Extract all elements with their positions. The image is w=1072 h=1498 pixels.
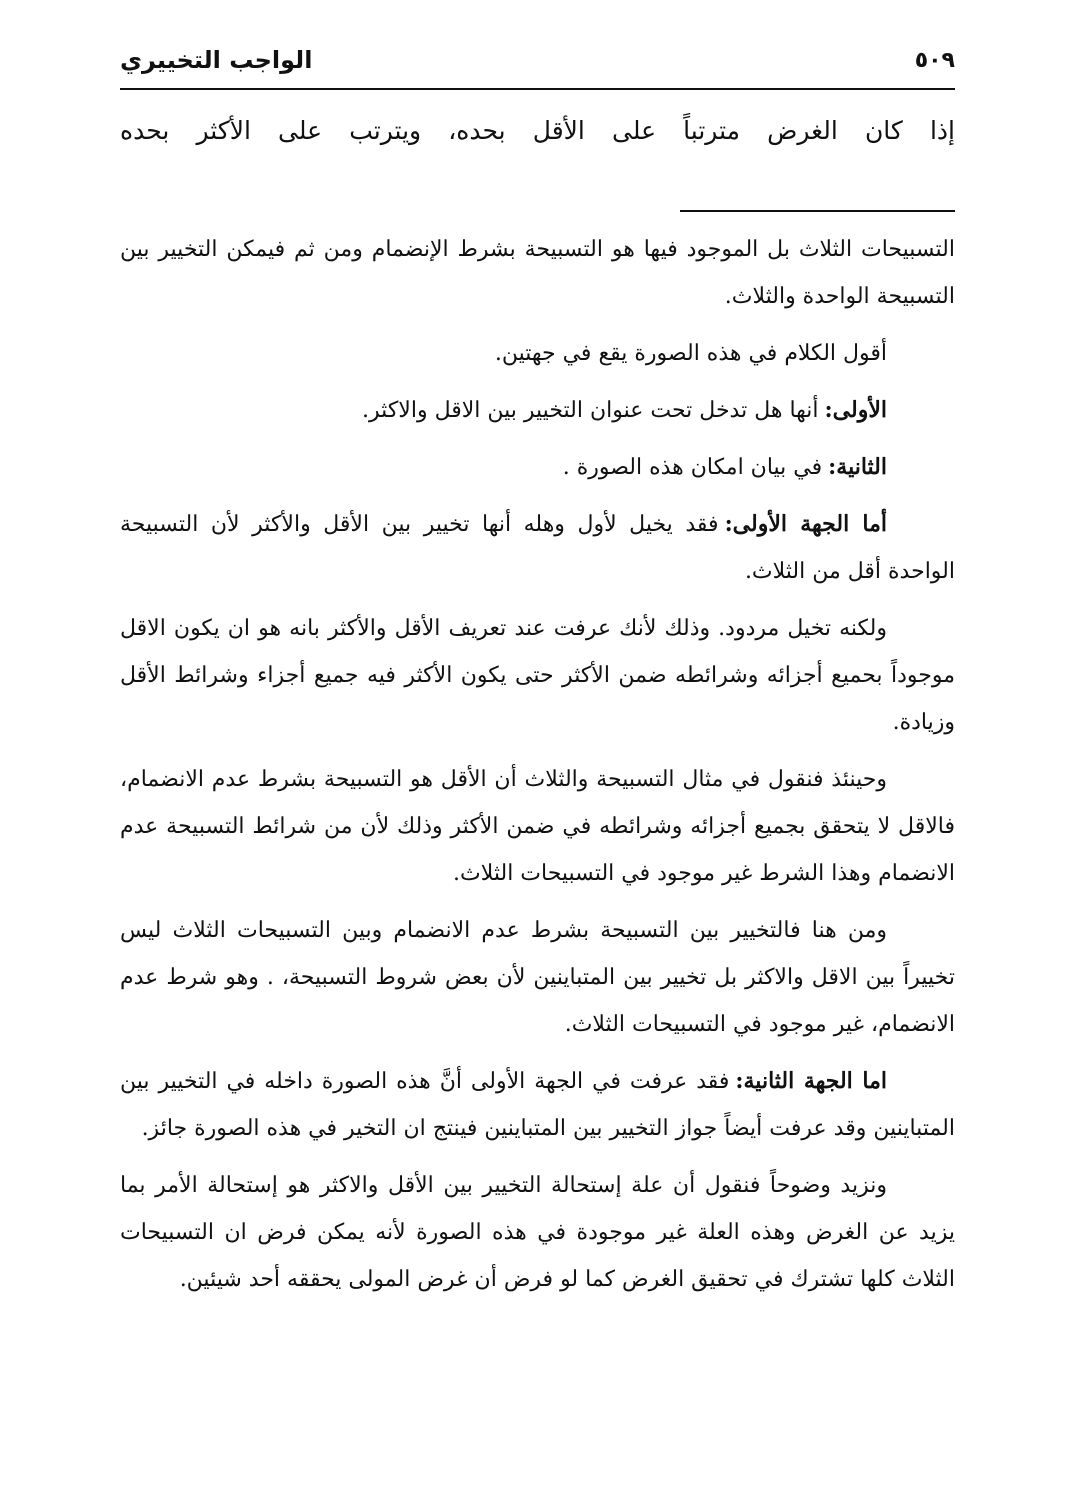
footnote-paragraph-10: ونزيد وضوحاً فنقول أن علة إستحالة التخيير بين الأقل والاكثر هو إستحالة الأمر بما يزيد عن الغرض وهذه العلة غير موجودة في هذه الصورة لأنه يمكن فرض ان التسبيحات الثلاث كلها تشترك في تحقيق الغرض كما لو فرض أن غرض المولى يحققه أحد شيئين.: [120, 1173, 955, 1292]
footnote-section: [120, 226, 955, 1313]
paragraph-text: فقد يخيل لأول وهله أنها تخيير بين الأقل والأكثر لأن التسبيحة الواحدة أقل من الثلاث.: [120, 512, 955, 584]
footnote-paragraph-7: وحينئذ فنقول في مثال التسبيحة والثلاث أن الأقل هو التسبيحة بشرط عدم الانضمام، فالاقل لا يتحقق بجميع أجزائه وشرائطه في ضمن الأكثر وذلك لأن من شرائط التسبيحة عدم الانضمام وهذا الشرط غير موجود في التسبيحات الثلاث.: [120, 767, 955, 886]
footnote-paragraph-8: ومن هنا فالتخيير بين التسبيحة بشرط عدم الانضمام وبين التسبيحات الثلاث ليس تخييراً بين الاقل والاكثر بل تخيير بين المتباينين لأن بعض شروط التسبيحة، . وهو شرط عدم الانضمام، غير موجود في التسبيحات الثلاث.: [120, 918, 955, 1037]
main-text: إذا كان الغرض مترتباً على الأقل بحده، ويترتب على الأكثر بحده: [120, 116, 955, 145]
paragraph-text: فقد عرفت في الجهة الأولى أنَّ هذه الصورة داخله في التخيير بين المتباينين وقد عرفت أيضاً جواز التخيير بين المتباينين فينتج ان التخير في هذه الصورة جائز.: [120, 1069, 955, 1141]
paragraph-label-second-aspect: اما الجهة الثانية:: [735, 1068, 887, 1094]
footnote-paragraph-5: [120, 501, 955, 595]
paragraph-text: أنها هل تدخل تحت عنوان التخيير بين الاقل والاكثر.: [362, 398, 819, 423]
footnote-paragraph-3: [120, 387, 955, 434]
page-number: ٥٠٩: [914, 47, 955, 73]
header-rule: [120, 88, 955, 90]
running-title: الواجب التخييري: [120, 46, 313, 74]
footnote-paragraph-4: [120, 444, 955, 491]
paragraph-label-second: الثانية:: [828, 454, 887, 480]
paragraph-text: في بيان امكان هذه الصورة .: [562, 455, 823, 480]
paragraph-label-first-aspect: أما الجهة الأولى:: [724, 511, 887, 537]
footnote-paragraph-2: أقول الكلام في هذه الصورة يقع في جهتين.: [494, 341, 887, 366]
page-header: [120, 38, 955, 82]
footnote-paragraph-9: [120, 1058, 955, 1152]
paragraph-label-first: الأولى:: [824, 397, 887, 423]
footnote-paragraph-6: ولكنه تخيل مردود. وذلك لأنك عرفت عند تعريف الأقل والأكثر بانه هو ان يكون الاقل موجوداً بحميع أجزائه وشرائطه ضمن الأكثر حتى يكون الأكثر فيه جميع أجزاء وشرائط الأقل وزيادة.: [120, 616, 956, 735]
footnote-separator: [680, 210, 955, 212]
footnote-paragraph-1: التسبيحات الثلاث بل الموجود فيها هو التسبيحة بشرط الإنضمام ومن ثم فيمكن التخيير بين التسبيحة الواحدة والثلاث.: [120, 237, 955, 309]
